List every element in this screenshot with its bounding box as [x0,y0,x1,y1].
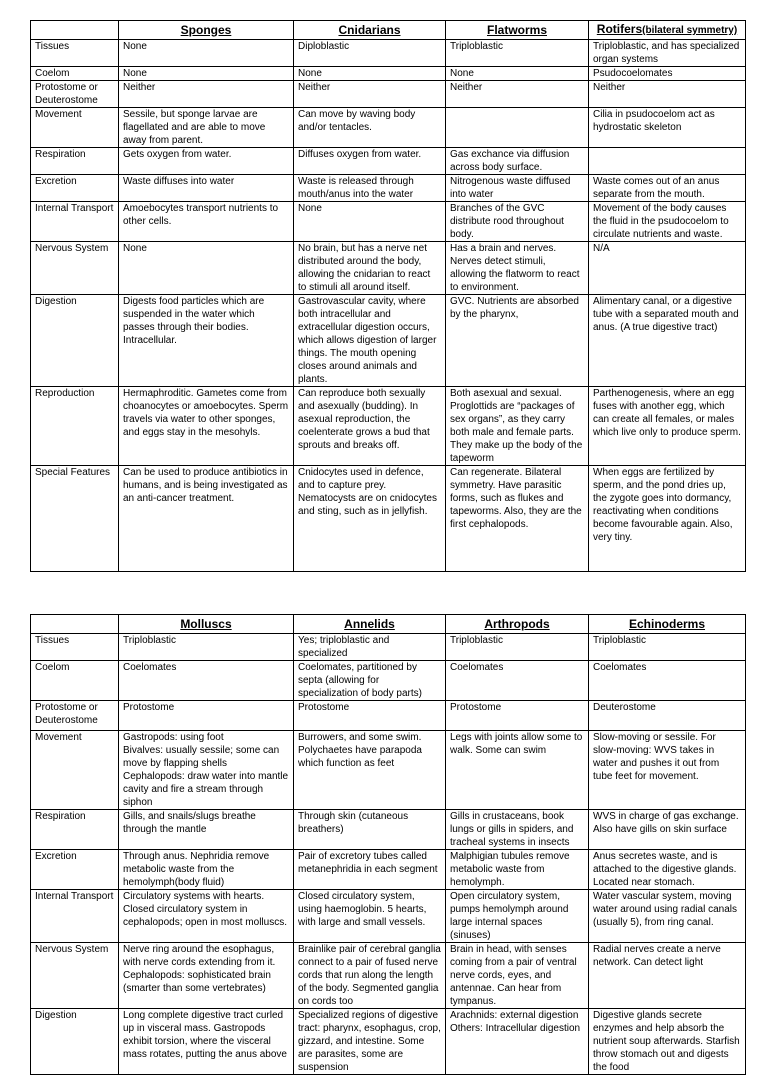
table-cell: Brainlike pair of cerebral ganglia connect to a pair of fused nerve cords that run along the length of the body. Segmented ganglia on cords too [294,943,446,1009]
table-cell: None [119,67,294,81]
table-cell: Long complete digestive tract curled up in visceral mass. Gastropods exhibit torsion, where the visceral mass rotates, putting the anus above [119,1009,294,1075]
table-cell: Protostome [294,701,446,731]
table-cell: Can reproduce both sexually and asexually (budding). In asexual reproduction, the coelenterate grows a bud that sprouts and breaks off. [294,387,446,466]
table-row [31,108,746,148]
table-row [31,466,746,572]
table-cell: None [119,242,294,295]
table-cell: Gastropods: using foot Bivalves: usually sessile; some can move by flapping shells Cephalopods: draw water into mantle cavity and fire a stream through siphon [119,731,294,810]
table-row [31,701,746,731]
row-label: Protostome or Deuterostome [31,81,119,108]
table-cell: Arachnids: external digestion Others: Intracellular digestion [446,1009,589,1075]
table-cell: Gills in crustaceans, book lungs or gills in spiders, and tracheal systems in insects [446,810,589,850]
table-cell: Diffuses oxygen from water. [294,148,446,175]
table-cell: Digestive glands secrete enzymes and help absorb the nutrient soup afterwards. Starfish throw stomach out and digests the food [589,1009,746,1075]
table-cell: Neither [446,81,589,108]
table-row [31,295,746,387]
table-cell: Slow-moving or sessile. For slow-moving: WVS takes in water and pushes it out from tube feet for movement. [589,731,746,810]
table-row [31,731,746,810]
table-cell: Nitrogenous waste diffused into water [446,175,589,202]
table-cell: Digests food particles which are suspended in the water which passes through their bodies. Intracellular. [119,295,294,387]
table-cell: Alimentary canal, or a digestive tube with a separated mouth and anus. (A true digestive tract) [589,295,746,387]
table-row [31,67,746,81]
header-corner-cell [31,21,119,40]
table-cell: Triploblastic [119,634,294,661]
table-cell: When eggs are fertilized by sperm, and the pond dries up, the zygote goes into dormancy, reactivating when conditions become favourable again. Also, very tiny. [589,466,746,572]
row-label: Digestion [31,295,119,387]
table-cell: Through anus. Nephridia remove metabolic waste from the hemolymph(body fluid) [119,850,294,890]
table-cell: Coelomates [589,661,746,701]
table-cell: Can be used to produce antibiotics in humans, and is being investigated as an anti-cancer treatment. [119,466,294,572]
table-cell: Waste diffuses into water [119,175,294,202]
table-cell: None [119,40,294,67]
row-label: Coelom [31,67,119,81]
table-row [31,1009,746,1075]
table-cell: Both asexual and sexual. Proglottids are “packages of sex organs”, as they carry both male and female parts. They make up the body of the tapeworm [446,387,589,466]
table-cell: Sessile, but sponge larvae are flagellated and are able to move away from parent. [119,108,294,148]
table-cell: Branches of the GVC distribute rood throughout body. [446,202,589,242]
table-cell: Nerve ring around the esophagus, with nerve cords extending from it. Cephalopods: sophisticated brain (smarter than some vertebrates) [119,943,294,1009]
table-cell: Water vascular system, moving water around using radial canals (usually 5), from ring canal. [589,890,746,943]
table-cell: Psudocoelomates [589,67,746,81]
row-label: Internal Transport [31,202,119,242]
table-cell: GVC. Nutrients are absorbed by the pharynx, [446,295,589,387]
table-cell: Closed circulatory system, using haemoglobin. 5 hearts, with large and small vessels. [294,890,446,943]
header-cnidarians: Cnidarians [294,21,446,40]
table-row [31,850,746,890]
table-row [31,148,746,175]
table-cell: Legs with joints allow some to walk. Some can swim [446,731,589,810]
table-row [31,810,746,850]
table-cell: Movement of the body causes the fluid in the psudocoelom to circulate nutrients and waste. [589,202,746,242]
table-cell: Anus secretes waste, and is attached to the digestive glands. Located near stomach. [589,850,746,890]
row-label: Respiration [31,148,119,175]
row-label: Nervous System [31,242,119,295]
header-rotifers [589,21,746,40]
table-cell: Cilia in psudocoelom act as hydrostatic skeleton [589,108,746,148]
table-header-row [31,615,746,634]
table-cell: Triploblastic [446,634,589,661]
table-row [31,634,746,661]
comparison-table-2 [30,614,746,1075]
comparison-table-1 [30,20,746,572]
header-corner-cell [31,615,119,634]
table-cell: Waste is released through mouth/anus into the water [294,175,446,202]
table-cell: Burrowers, and some swim. Polychaetes have parapoda which function as feet [294,731,446,810]
table-cell: Radial nerves create a nerve network. Can detect light [589,943,746,1009]
header-molluscs: Molluscs [119,615,294,634]
row-label: Coelom [31,661,119,701]
table-cell: Brain in head, with senses coming from a pair of ventral nerve cords, eyes, and antennae. Can hear from tympanus. [446,943,589,1009]
table-header-row [31,21,746,40]
table-cell: Gills, and snails/slugs breathe through the mantle [119,810,294,850]
table-cell: Can regenerate. Bilateral symmetry. Have parasitic forms, such as flukes and tapeworms. Also, they are the first cephalopods. [446,466,589,572]
table-cell: None [294,67,446,81]
header-arthropods: Arthropods [446,615,589,634]
table-cell: Pair of excretory tubes called metanephridia in each segment [294,850,446,890]
table-cell: Triploblastic [589,634,746,661]
table-cell: Neither [294,81,446,108]
header-rotifers-label: Rotifers [596,22,643,36]
row-label: Protostome or Deuterostome [31,701,119,731]
table-cell: Coelomates, partitioned by septa (allowing for specialization of body parts) [294,661,446,701]
table-row [31,943,746,1009]
table-cell: Triploblastic [446,40,589,67]
row-label: Respiration [31,810,119,850]
table-cell: Waste comes out of an anus separate from the mouth. [589,175,746,202]
table-cell: Cnidocytes used in defence, and to capture prey. Nematocysts are on cnidocytes and sting, such as in jellyfish. [294,466,446,572]
table-row [31,242,746,295]
table-cell: Amoebocytes transport nutrients to other cells. [119,202,294,242]
row-label: Nervous System [31,943,119,1009]
header-rotifers-note: (bilateral symmetry) [642,25,738,36]
table-cell: Coelomates [119,661,294,701]
table-cell: None [446,67,589,81]
row-label: Digestion [31,1009,119,1075]
table-cell: Gas exchance via diffusion across body surface. [446,148,589,175]
table-row [31,387,746,466]
table-cell: Circulatory systems with hearts. Closed circulatory system in cephalopods; open in most molluscs. [119,890,294,943]
table-cell: Malphigian tubules remove metabolic waste from hemolymph. [446,850,589,890]
row-label: Movement [31,108,119,148]
table-cell: WVS in charge of gas exchange. Also have gills on skin surface [589,810,746,850]
row-label: Tissues [31,40,119,67]
row-label: Excretion [31,850,119,890]
table-cell: Has a brain and nerves. Nerves detect stimuli, allowing the flatworm to react to environment. [446,242,589,295]
table-cell: Protostome [446,701,589,731]
table-cell: Protostome [119,701,294,731]
header-flatworms: Flatworms [446,21,589,40]
table-cell: Yes; triploblastic and specialized [294,634,446,661]
header-echinoderms: Echinoderms [589,615,746,634]
table-cell: N/A [589,242,746,295]
table-cell: Parthenogenesis, where an egg fuses with another egg, which can create all females, or males which live only to produce sperm. [589,387,746,466]
table-row [31,890,746,943]
table-row [31,175,746,202]
table-cell: Specialized regions of digestive tract: pharynx, esophagus, crop, gizzard, and intestine. Some are parasites, some are suspension [294,1009,446,1075]
table-cell: Coelomates [446,661,589,701]
table-row [31,661,746,701]
table-cell: Diploblastic [294,40,446,67]
row-label: Movement [31,731,119,810]
table-row [31,202,746,242]
row-label: Special Features [31,466,119,572]
header-sponges: Sponges [119,21,294,40]
table-cell: Gets oxygen from water. [119,148,294,175]
row-label: Excretion [31,175,119,202]
table-cell: Gastrovascular cavity, where both intracellular and extracellular digestion occurs, which allows digestion of larger things. The mouth opening closes around animals and plants. [294,295,446,387]
table-cell: Open circulatory system, pumps hemolymph around large internal spaces (sinuses) [446,890,589,943]
table-cell: No brain, but has a nerve net distributed around the body, allowing the cnidarian to react to stimuli all around itself. [294,242,446,295]
table-cell: Deuterostome [589,701,746,731]
table-cell: Neither [589,81,746,108]
table-row [31,40,746,67]
table-cell: Can move by waving body and/or tentacles. [294,108,446,148]
table-cell: Through skin (cutaneous breathers) [294,810,446,850]
table-cell: Hermaphroditic. Gametes come from choanocytes or amoebocytes. Sperm travels via water to other sponges, and eggs stay in the mesohyls. [119,387,294,466]
table-row [31,81,746,108]
row-label: Internal Transport [31,890,119,943]
table-cell: None [294,202,446,242]
row-label: Tissues [31,634,119,661]
table-cell [446,108,589,148]
table-cell: Triploblastic, and has specialized organ systems [589,40,746,67]
row-label: Reproduction [31,387,119,466]
table-cell [589,148,746,175]
header-annelids: Annelids [294,615,446,634]
table-cell: Neither [119,81,294,108]
